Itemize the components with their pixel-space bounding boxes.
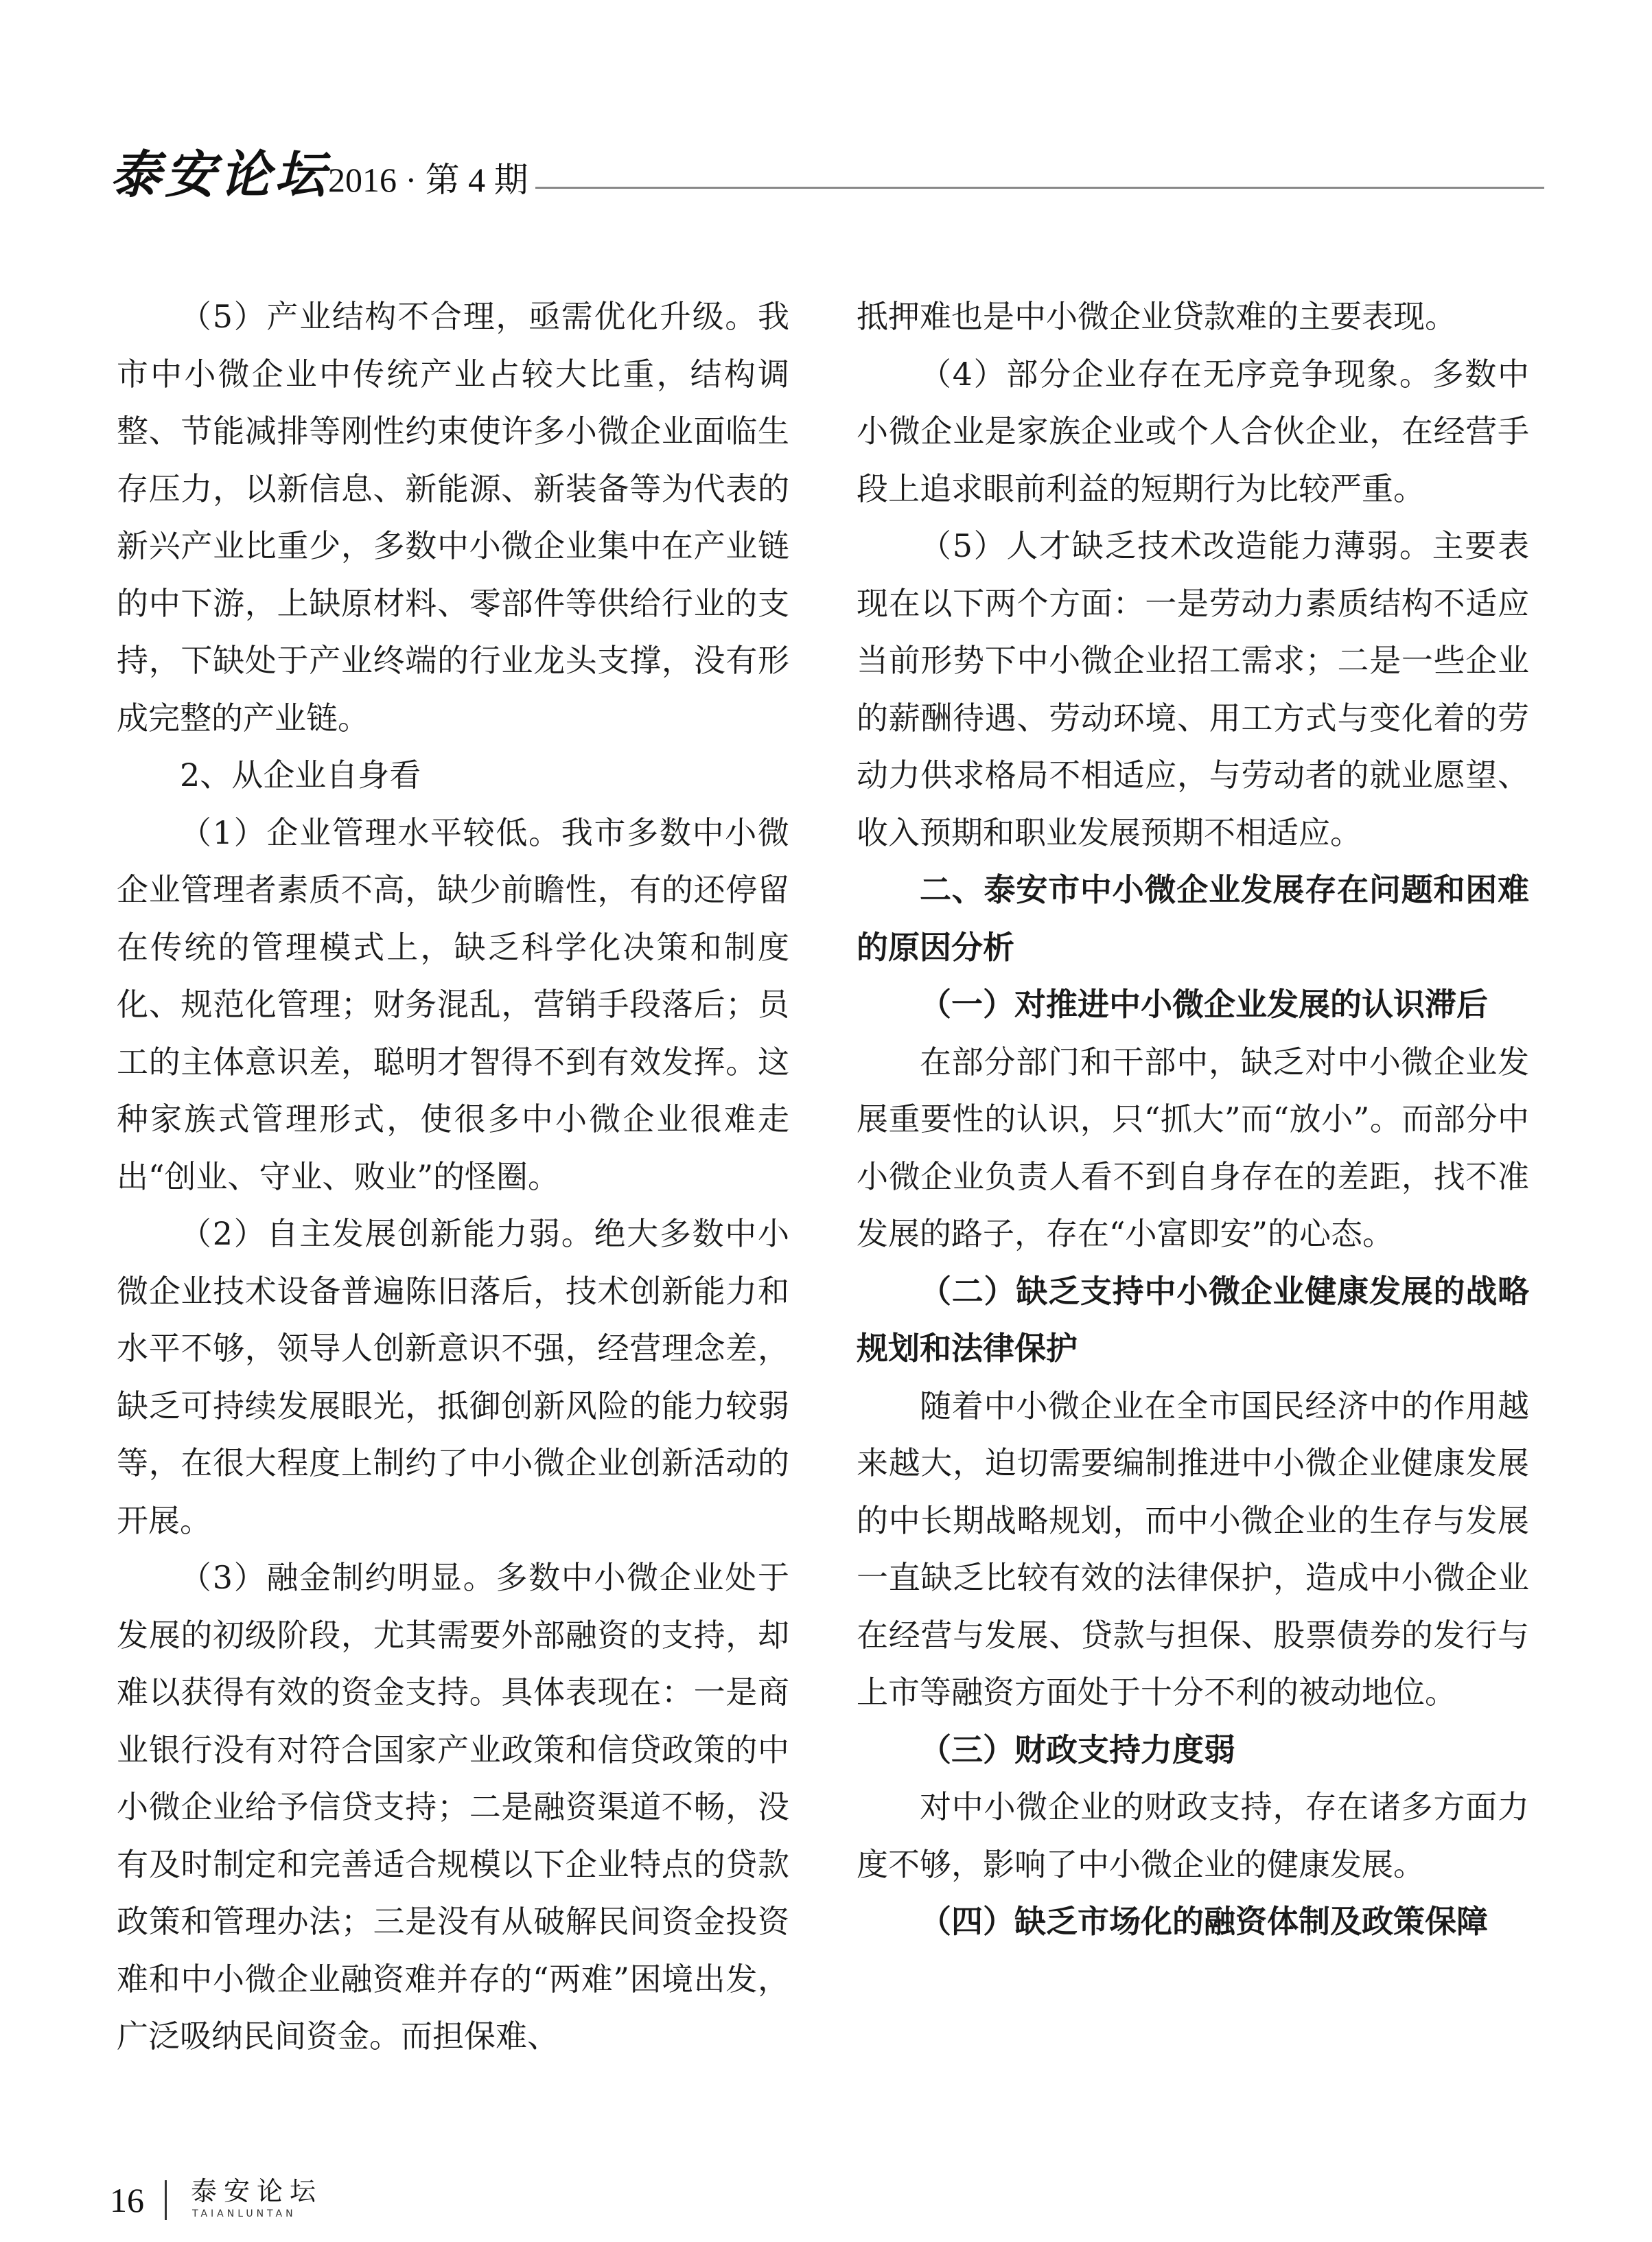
subsection-heading: （二）缺乏支持中小微企业健康发展的战略规划和法律保护 [857, 1272, 1529, 1367]
page-number: 16 [110, 2181, 144, 2219]
right-column [857, 288, 1529, 1951]
paragraph: （5）人才缺乏技术改造能力薄弱。主要表现在以下两个方面：一是劳动力素质结构不适应当前形势下中小微企业招工需求；二是一些企业的薪酬待遇、劳动环境、用工方式与变化着的劳动力供求格局不相适应，与劳动者的就业愿望、收入预期和职业发展预期不相适应。 [857, 527, 1529, 851]
subsection-heading: （四）缺乏市场化的融资体制及政策保障 [920, 1903, 1488, 1940]
page-header [110, 144, 1544, 206]
paragraph: （1）企业管理水平较低。我市多数中小微企业管理者素质不高，缺少前瞻性，有的还停留在传统的管理模式上，缺乏科学化决策和制度化、规范化管理；财务混乱，营销手段落后；员工的主体意识差，聪明才智得不到有效发挥。这种家族式管理形式，使很多中小微企业很难走出“创业、守业、败业”的怪圈。 [117, 813, 789, 1195]
paragraph: （4）部分企业存在无序竞争现象。多数中小微企业是家族企业或个人合伙企业，在经营手段上追求眼前利益的短期行为比较严重。 [857, 355, 1529, 507]
footer-divider [165, 2180, 167, 2220]
footer-journal-pinyin: TAIANLUNTAN [192, 2208, 296, 2219]
section-heading: 二、泰安市中小微企业发展存在问题和困难的原因分析 [857, 871, 1529, 966]
paragraph: 对中小微企业的财政支持，存在诸多方面力度不够，影响了中小微企业的健康发展。 [857, 1788, 1529, 1883]
paragraph: 随着中小微企业在全市国民经济中的作用越来越大，迫切需要编制推进中小微企业健康发展的中长期战略规划，而中小微企业的生存与发展一直缺乏比较有效的法律保护，造成中小微企业在经营与发展、贷款与担保、股票债券的发行与上市等融资方面处于十分不利的被动地位。 [857, 1387, 1529, 1711]
paragraph: （5）产业结构不合理，亟需优化升级。我市中小微企业中传统产业占较大比重，结构调整、节能减排等刚性约束使许多小微企业面临生存压力，以新信息、新能源、新装备等为代表的新兴产业比重少，多数中小微企业集中在产业链的中下游，上缺原材料、零部件等供给行业的支持，下缺处于产业终端的行业龙头支撑，没有形成完整的产业链。 [117, 298, 789, 737]
journal-brand: 泰安论坛 [110, 146, 329, 205]
paragraph: （2）自主发展创新能力弱。绝大多数中小微企业技术设备普遍陈旧落后，技术创新能力和水平不够，领导人创新意识不强，经营理念差，缺乏可持续发展眼光，抵御创新风险的能力较弱等，在很大程度上制约了中小微企业创新活动的开展。 [117, 1215, 789, 1539]
left-column [117, 288, 789, 2066]
paragraph-continued: 抵押难也是中小微企业贷款难的主要表现。 [857, 298, 1456, 335]
paragraph: （3）融金制约明显。多数中小微企业处于发展的初级阶段，尤其需要外部融资的支持，却难以获得有效的资金支持。具体表现在：一是商业银行没有对符合国家产业政策和信贷政策的中小微企业给予信贷支持；二是融资渠道不畅，没有及时制定和完善适合规模以下企业特点的贷款政策和管理办法；三是没有从破解民间资金投资难和中小微企业融资难并存的“两难”困境出发，广泛吸纳民间资金。而担保难、 [117, 1559, 789, 2055]
subsection-heading: （三）财政支持力度弱 [920, 1731, 1235, 1768]
subsection-heading: （一）对推进中小微企业发展的认识滞后 [920, 986, 1488, 1023]
header-rule [535, 187, 1544, 189]
section-subheading: 2、从企业自身看 [180, 756, 421, 794]
footer-journal-name: 泰安论坛 [191, 2176, 323, 2206]
issue-label: 2016 · 第 4 期 [328, 161, 528, 199]
paragraph: 在部分部门和干部中，缺乏对中小微企业发展重要性的认识，只“抓大”而“放小”。而部分中小微企业负责人看不到自身存在的差距，找不准发展的路子，存在“小富即安”的心态。 [857, 1043, 1529, 1252]
